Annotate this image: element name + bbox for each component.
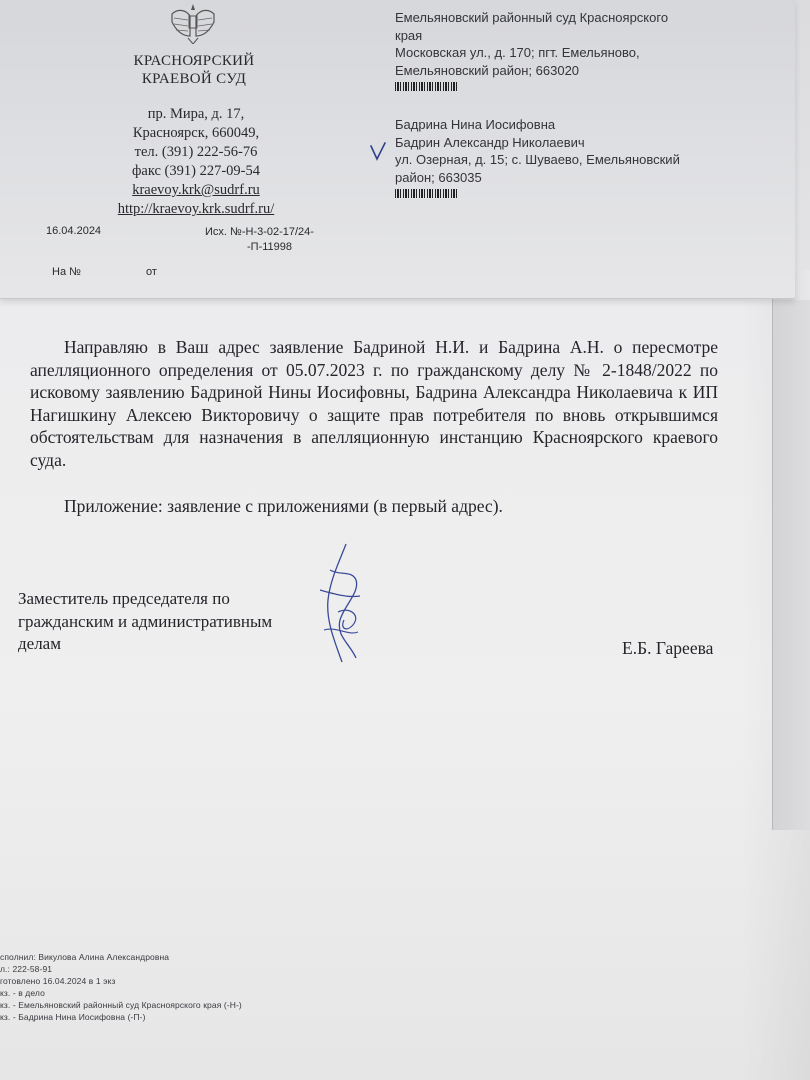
footer-line4: кз. - в дело bbox=[0, 988, 45, 998]
signer-position-line3: делам bbox=[18, 634, 61, 653]
appendix-line: Приложение: заявление с приложениями (в первый адрес). bbox=[64, 496, 503, 516]
coat-of-arms-icon bbox=[166, 0, 220, 44]
phone: тел. (391) 222-56-76 bbox=[134, 144, 258, 160]
court-name bbox=[104, 52, 284, 88]
footer-line3: готовлено 16.04.2024 в 1 экз bbox=[0, 976, 116, 986]
letter-body: Направляю в Ваш адрес заявление Бадриной Н.И. и Бадрина А.Н. о пересмотре апелляционного определения от 05.07.2023 г. по гражданскому делу № 2-1848/2022 по исковому заявлению Бадриной Нины Иосифовны, Бадрина Александра Николаевича к ИП Нагишкину Алексею Викторовичу о защите прав потребителя по вновь открывшимся обстоятельствам для назначения в апелляционную инстанцию Красноярского краевого суда. bbox=[30, 337, 718, 470]
addressee-line2: Бадрин Александр Николаевич bbox=[395, 134, 585, 150]
fax: факс (391) 227-09-54 bbox=[131, 163, 260, 179]
handwritten-check-icon bbox=[368, 140, 388, 162]
signer-name: Е.Б. Гареева bbox=[622, 638, 714, 658]
footer-line6: кз. - Бадрина Нина Иосифовна (-П-) bbox=[0, 1012, 146, 1022]
website-link[interactable]: http://kraevoy.krk.sudrf.ru/ bbox=[117, 201, 275, 217]
document-date: 16.04.2024 bbox=[46, 225, 102, 237]
document-number-line1: Исх. №-Н-3-02-17/24- bbox=[205, 226, 314, 238]
addressee-line4: Емельяновский район; 663020 bbox=[395, 62, 580, 78]
barcode bbox=[395, 82, 457, 91]
signer-position-line2: гражданским и административным bbox=[18, 611, 273, 631]
footer-line1: сполнил: Викулова Алина Александровна bbox=[0, 952, 170, 962]
barcode bbox=[395, 189, 457, 198]
signer-position-line1: Заместитель председателя по bbox=[18, 589, 230, 608]
addressee-line3: ул. Озерная, д. 15; с. Шуваево, Емельяновский bbox=[395, 152, 680, 167]
address-line2: Красноярск, 660049, bbox=[132, 125, 260, 141]
addressee-line4: район; 663035 bbox=[395, 169, 482, 185]
reference-from-label: от bbox=[146, 266, 157, 278]
address-line1: пр. Мира, д. 17, bbox=[147, 106, 245, 122]
document-number-line2: -П-11998 bbox=[247, 241, 293, 253]
addressee-line2: края bbox=[395, 27, 423, 43]
letterhead-band bbox=[0, 0, 795, 299]
addressee-line3: Московская ул., д. 170; пгт. Емельяново, bbox=[395, 45, 640, 60]
addressee-persons bbox=[395, 116, 725, 198]
court-name-line2: КРАЕВОЙ СУД bbox=[141, 71, 247, 87]
footer-line2: л.: 222-58-91 bbox=[0, 964, 53, 974]
reference-number-label: На № bbox=[52, 266, 81, 278]
footer-line5: кз. - Емельяновский районный суд Красноярского края (-Н-) bbox=[0, 1000, 242, 1010]
executor-footer bbox=[0, 951, 340, 1023]
addressee-line1: Емельяновский районный суд Красноярского bbox=[395, 10, 669, 25]
page-shadow bbox=[740, 300, 810, 1080]
addressee-court bbox=[395, 9, 725, 91]
document-number bbox=[205, 225, 355, 255]
email-link[interactable]: kraevoy.krk@sudrf.ru bbox=[132, 182, 260, 198]
signer-position bbox=[18, 588, 338, 656]
court-address bbox=[86, 105, 306, 219]
addressee-line1: Бадрина Нина Иосифовна bbox=[395, 117, 556, 132]
court-name-line1: КРАСНОЯРСКИЙ bbox=[133, 53, 255, 69]
